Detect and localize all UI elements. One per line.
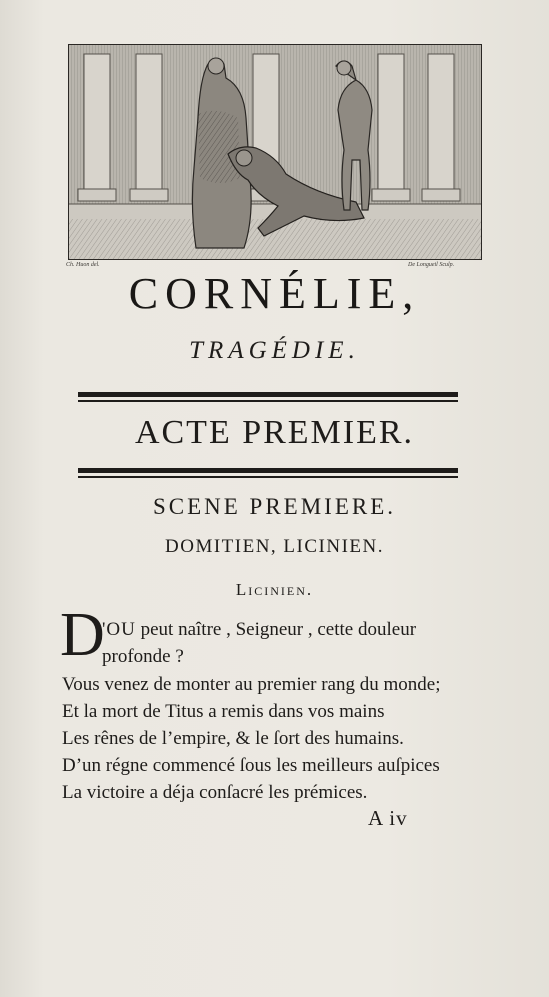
verse-line-continuation: profonde ? bbox=[102, 646, 184, 667]
verse-line: Vous venez de monter au premier rang du monde; bbox=[62, 674, 441, 695]
scene-characters: DOMITIEN, LICINIEN. bbox=[165, 536, 384, 557]
speaker-name: Licinien. bbox=[235, 580, 314, 599]
play-subtitle: TRAGÉDIE. bbox=[189, 337, 360, 364]
verse-line-first bbox=[102, 619, 416, 641]
double-rule-top bbox=[78, 392, 458, 404]
play-title: CORNÉLIE, bbox=[128, 269, 421, 318]
engraving-credit-artist: Ch. Huon del. bbox=[66, 262, 100, 268]
verse-line: Les rênes de l’empire, & le ſort des humains. bbox=[62, 728, 404, 749]
scene-heading: SCENE PREMIERE. bbox=[152, 494, 397, 519]
drop-cap: D bbox=[60, 601, 105, 669]
verse-line-first-rest: peut naître , Seigneur , cette douleur bbox=[135, 619, 417, 640]
engraving-credit-engraver: De Longueil Sculp. bbox=[408, 262, 455, 268]
act-heading: ACTE PREMIER. bbox=[134, 414, 415, 451]
engraving-illustration bbox=[68, 44, 482, 260]
verse-line: D’un régne commencé ſous les meilleurs auſpices bbox=[62, 755, 440, 776]
signature-mark: A iv bbox=[368, 806, 408, 830]
verse-line: Et la mort de Titus a remis dans vos mains bbox=[62, 701, 385, 722]
verse-line: La victoire a déja conſacré les prémices. bbox=[62, 782, 368, 803]
verse-line-first-start: 'OU bbox=[102, 619, 136, 640]
double-rule-bottom bbox=[78, 468, 458, 480]
